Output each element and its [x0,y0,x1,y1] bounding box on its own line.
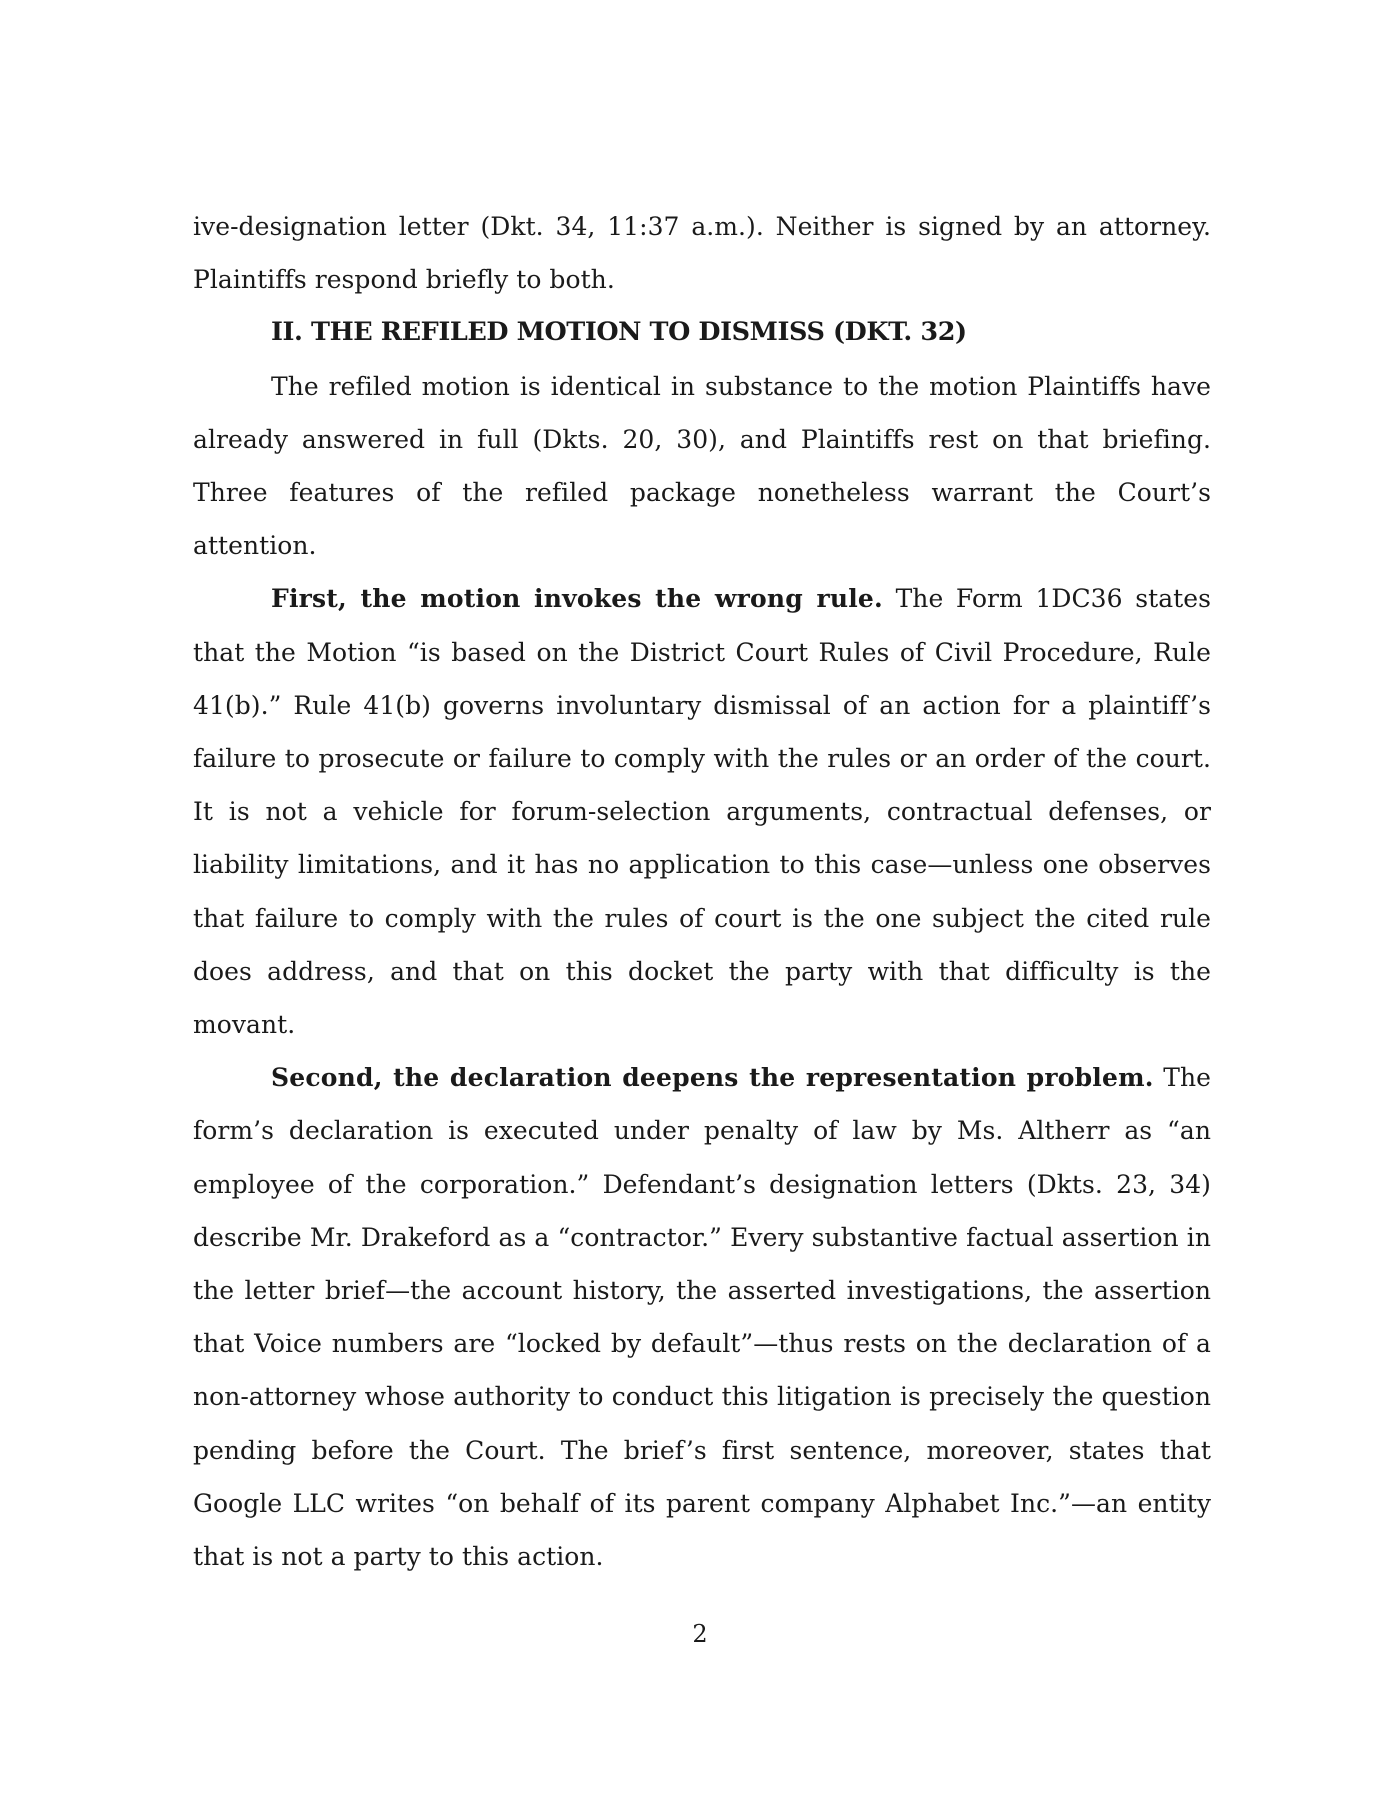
paragraph-body-second: The form’s declaration is executed under penalty of law by Ms. Altherr as “an employee of the corporation.” Defendant’s designation letters (Dkts. 23, 34) describe Mr. Drakeford as a “contractor.” Every substantive factual assertion in the letter brief—the account history, the asserted investigations, the assertion that Voice numbers are “locked by default”—thus rests on the declaration of a non-attorney whose authority to conduct this litigation is precisely the question pending before the Court. The brief’s first sentence, moreover, states that Google LLC writes “on behalf of its parent company Alphabet Inc.”—an entity that is not a party to this action. [193,1063,1211,1572]
paragraph-body-first: The Form 1DC36 states that the Motion “is based on the District Court Rules of Civil Procedure, Rule 41(b).” Rule 41(b) governs involuntary dismissal of an action for a plaintiff’s failure to prosecute or failure to comply with the rules or an order of the court. It is not a vehicle for forum-selection arguments, contractual defenses, or liability limitations, and it has no application to this case—unless one observes that failure to comply with the rules of court is the one subject the cited rule does address, and that on this docket the party with that difficulty is the movant. [193,584,1211,1040]
paragraph-representation [193,1051,1211,1583]
paragraph-wrong-rule [193,572,1211,1051]
paragraph-refiled-motion: The refiled motion is identical in substance to the motion Plaintiffs have already answered in full (Dkts. 20, 30), and Plaintiffs rest on that briefing. Three features of the refiled package nonetheless warrant the Court’s attention. [193,371,1211,561]
paragraph-lead-second: Second, the declaration deepens the representation problem. [271,1063,1154,1093]
page-number: 2 [692,1620,708,1648]
continuation-paragraph: ive-designation letter (Dkt. 34, 11:37 a.m.). Neither is signed by an attorney. Plaintiffs respond briefly to both. [193,212,1211,295]
document-body [193,200,1211,1583]
paragraph-lead-first: First, the motion invokes the wrong rule. [271,584,883,614]
section-heading: II. THE REFILED MOTION TO DISMISS (DKT. 32) [271,317,967,348]
